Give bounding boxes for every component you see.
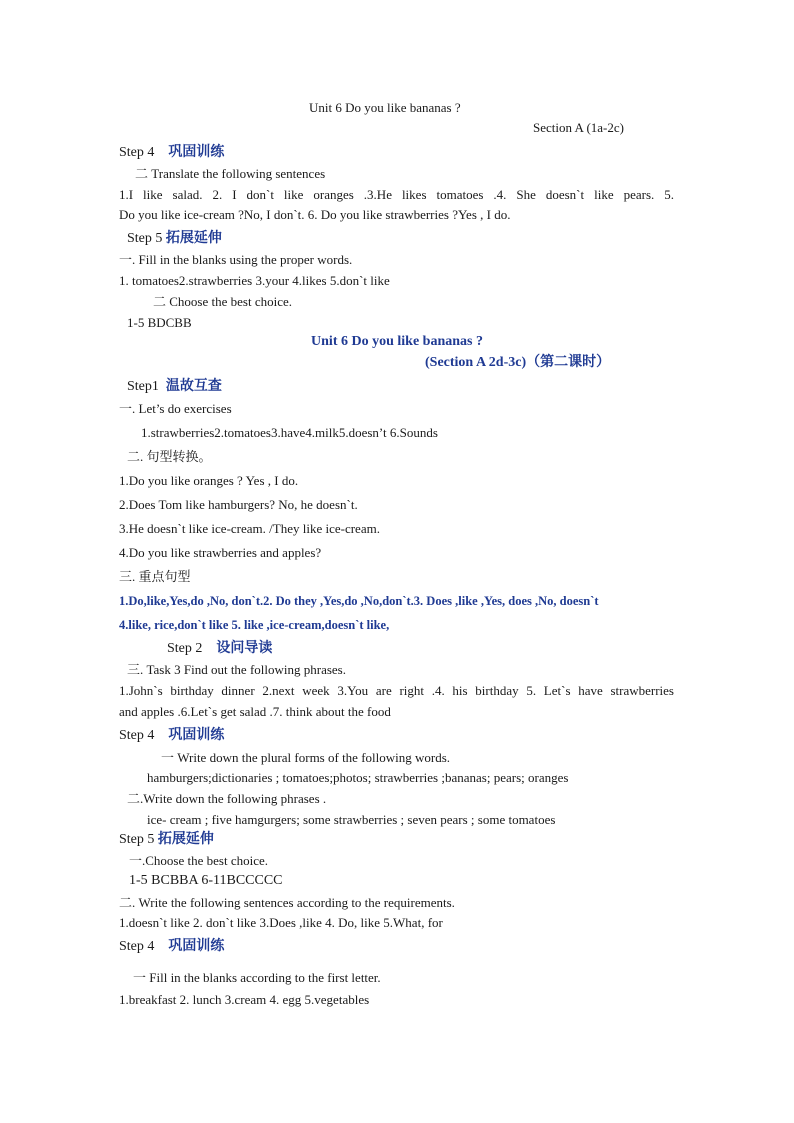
- step-label: Step 4: [119, 145, 155, 160]
- unit1-section: Section A (1a-2c): [533, 120, 624, 135]
- step-title-cn: 温故互查: [165, 378, 222, 394]
- translate-answers-line2: Do you like ice-cream ?No, I don`t. 6. Do you like strawberries ?Yes , I do.: [119, 207, 511, 222]
- plural-instruction: 一 Write down the plural forms of the following words.: [161, 750, 451, 765]
- unit1-title: Unit 6 Do you like bananas ?: [309, 100, 461, 115]
- sentence-transform-heading: 二. 句型转换。: [127, 449, 212, 464]
- step4b-heading: [119, 938, 224, 955]
- exercises-instruction: 一. Let’s do exercises: [119, 401, 232, 416]
- step-title-cn: 巩固训练: [168, 938, 225, 954]
- step-title-cn: 拓展延伸: [157, 831, 214, 847]
- step-title-cn: 巩固训练: [168, 144, 225, 160]
- choose-best-instruction: 一.Choose the best choice.: [129, 853, 268, 868]
- step2-heading: [167, 640, 272, 657]
- exercises-answers: 1.strawberries2.tomatoes3.have4.milk5.doesn’t 6.Sounds: [141, 425, 438, 440]
- fill-blanks-instruction: 一. Fill in the blanks using the proper words.: [119, 252, 353, 267]
- step1-heading: [127, 378, 222, 395]
- phrases-instruction: 二.Write down the following phrases .: [127, 791, 327, 806]
- choose-instruction: 二 Choose the best choice.: [153, 294, 292, 309]
- translate-instruction: 二 Translate the following sentences: [135, 166, 326, 181]
- key-patterns-answers-line1: 1.Do,like,Yes,do ,No, don`t.2. Do they ,Yes,do ,No,don`t.3. Does ,like ,Yes, does ,No, doesn`t: [119, 594, 599, 608]
- step-title-cn: 拓展延伸: [165, 230, 222, 246]
- task3-answers-line2: and apples .6.Let`s get salad .7. think about the food: [119, 704, 391, 719]
- step-label: Step1: [127, 379, 159, 394]
- write-sentences-instruction: 二. Write the following sentences according to the requirements.: [119, 895, 455, 910]
- fill-blanks-answers: 1. tomatoes2.strawberries 3.your 4.likes 5.don`t like: [119, 273, 390, 288]
- first-letter-instruction: 一 Fill in the blanks according to the first letter.: [133, 970, 381, 985]
- unit2-section: (Section A 2d-3c)（第二课时）: [425, 355, 611, 370]
- key-patterns-answers-line2: 4.like, rice,don`t like 5. like ,ice-cream,doesn`t like,: [119, 618, 390, 632]
- write-sentences-answers: 1.doesn`t like 2. don`t like 3.Does ,like 4. Do, like 5.What, for: [119, 915, 443, 930]
- step-label: Step 5: [119, 832, 155, 847]
- step5-heading: [127, 230, 222, 247]
- transform-q1: 1.Do you like oranges ? Yes , I do.: [119, 473, 299, 488]
- step4a-heading: [119, 727, 224, 744]
- step-label: Step 5: [127, 231, 163, 246]
- transform-q2: 2.Does Tom like hamburgers? No, he doesn`t.: [119, 497, 358, 512]
- unit2-title: Unit 6 Do you like bananas ?: [311, 334, 483, 349]
- step-label: Step 4: [119, 728, 155, 743]
- step4-heading: [119, 144, 224, 161]
- step-label: Step 2: [167, 641, 203, 656]
- choose-answers: 1-5 BDCBB: [127, 315, 192, 330]
- plural-answers: hamburgers;dictionaries ; tomatoes;photos; strawberries ;bananas; pears; oranges: [147, 770, 569, 785]
- task3-answers-line1: 1.John`s birthday dinner 2.next week 3.You are right .4. his birthday 5. Let`s have strawberries: [119, 683, 674, 698]
- step5a-heading: [119, 831, 214, 848]
- transform-q4: 4.Do you like strawberries and apples?: [119, 545, 322, 560]
- transform-q3: 3.He doesn`t like ice-cream. /They like ice-cream.: [119, 521, 380, 536]
- key-patterns-heading: 三. 重点句型: [119, 569, 191, 584]
- step-label: Step 4: [119, 939, 155, 954]
- step-title-cn: 巩固训练: [168, 727, 225, 743]
- phrases-answers: ice- cream ; five hamgurgers; some strawberries ; seven pears ; some tomatoes: [147, 812, 556, 827]
- task3-instruction: 三. Task 3 Find out the following phrases.: [127, 662, 346, 677]
- choose-best-answers: 1-5 BCBBA 6-11BCCCCC: [129, 873, 283, 888]
- translate-answers-line1: 1.I like salad. 2. I don`t like oranges .3.He likes tomatoes .4. She doesn`t like pears. 5.: [119, 187, 674, 202]
- step-title-cn: 设问导读: [216, 640, 273, 656]
- first-letter-answers: 1.breakfast 2. lunch 3.cream 4. egg 5.vegetables: [119, 992, 370, 1007]
